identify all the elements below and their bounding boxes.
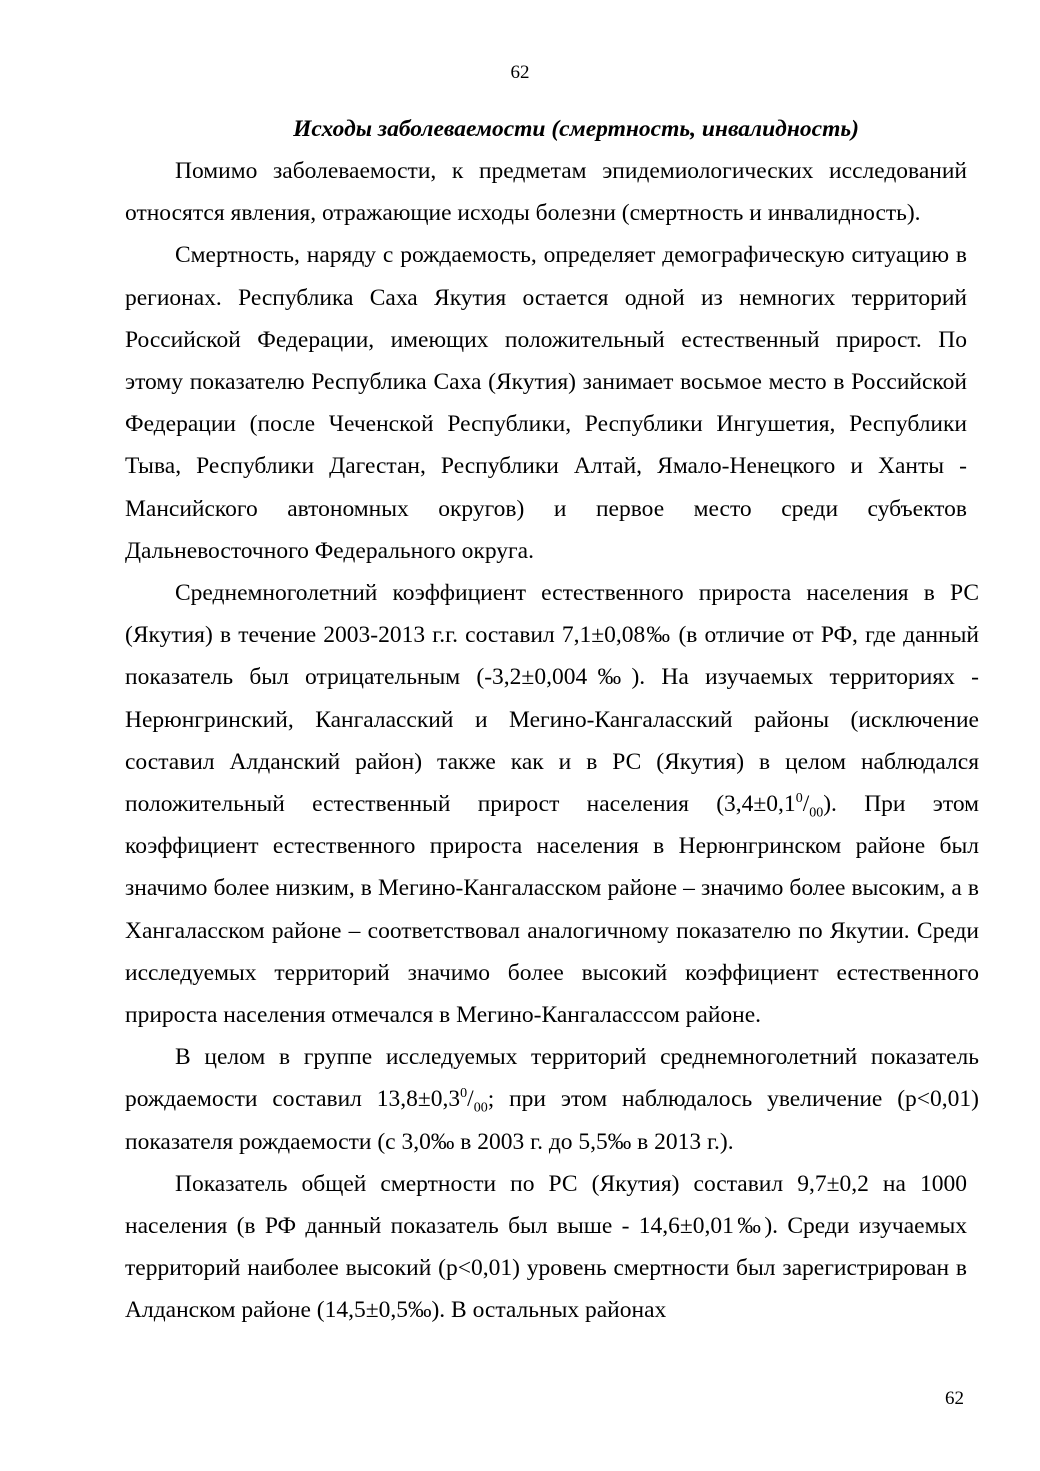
superscript-zero: 0 (460, 1086, 468, 1102)
paragraph-4-part-2: ; при этом наблюдалось увеличение (р<0,01) показателя рождаемости (с 3,0‰ в 2003 г. до 5,5‰ в 2013 г.). (125, 1086, 979, 1155)
subscript-double-zero: 00 (809, 805, 824, 821)
superscript-zero: 0 (795, 791, 803, 807)
fraction-slash: / (802, 791, 810, 818)
document-body (125, 108, 979, 1332)
paragraph-5: Показатель общей смертности по РС (Якутия) составил 9,7±0,2 на 1000 населения (в РФ данный показатель был выше - 14,6±0,01‰). Среди изучаемых территорий наиболее высокий (р<0,01) уровень смертности был зарегистрирован в Алданском районе (14,5±0,5‰). В остальных районах (125, 1170, 967, 1324)
fraction-slash: / (467, 1086, 474, 1113)
paragraph-3-part-1: Среднемноголетний коэффициент естественного прироста населения в РС (Якутия) в течение 2003-2013 г.г. составил 7,1±0,08‰ (в отличие от РФ, где данный показатель был отрицательным (-3,2±0,004‰). На изучаемых территориях - Нерюнгринский, Кангаласский и Мегино-Кангаласский районы (исключение составил Алданский район) также как и в РС (Якутия) в целом наблюдался положительный естественный прирост населения (3,4±0,1 (125, 580, 979, 818)
paragraph-1: Помимо заболеваемости, к предметам эпидемиологических исследований относятся явления, отражающие исходы болезни (смертность и инвалидность). (125, 158, 967, 227)
paragraph-4-part-1: В целом в группе исследуемых территорий среднемноголетний показатель рождаемости составил 13,8±0,3 (125, 1044, 979, 1113)
page-number-bottom: 62 (945, 1388, 964, 1409)
paragraph-3-part-2: ). При этом коэффициент естественного прироста населения в Нерюнгринском районе был значимо более низким, в Мегино-Кангаласском районе – значимо более высоким, а в Хангаласском районе – соответствовал аналогичному показателю по Якутии. Среди исследуемых территорий значимо более высокий коэффициент естественного прироста населения отмечался в Мегино-Кангаласссом районе. (125, 791, 979, 1029)
subscript-double-zero: 00 (473, 1101, 488, 1117)
paragraph-2: Смертность, наряду с рождаемость, определяет демографическую ситуацию в регионах. Республика Саха Якутия остается одной из немногих территорий Российской Федерации, имеющих положительный естественный прирост. По этому показателю Республика Саха (Якутия) занимает восьмое место в Российской Федерации (после Чеченской Республики, Республики Ингушетия, Республики Тыва, Республики Дагестан, Республики Алтай, Ямало-Ненецкого и Ханты - Мансийского автономных округов) и первое место среди субъектов Дальневосточного Федерального округа. (125, 242, 967, 564)
paragraph-3 (125, 572, 979, 1036)
paragraph-4 (125, 1036, 979, 1163)
section-heading: Исходы заболеваемости (смертность, инвалидность) (293, 116, 859, 142)
page-number-top: 62 (510, 62, 530, 83)
